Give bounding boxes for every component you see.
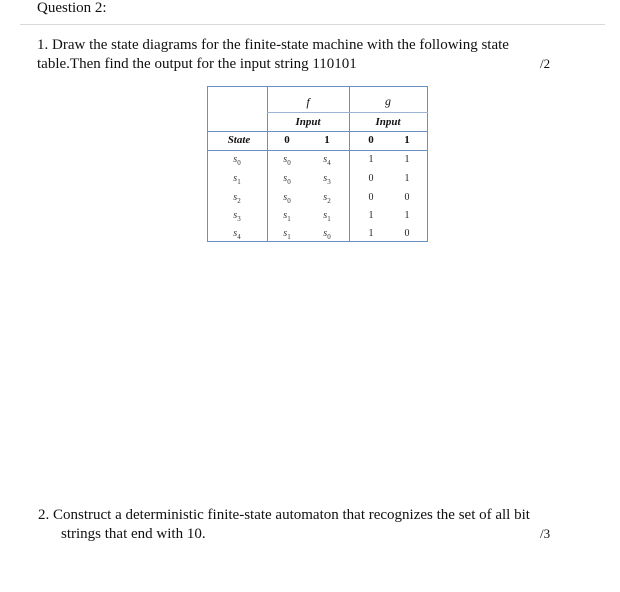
row-g-1: 0: [404, 192, 410, 203]
row-f-0: $s_1$: [283, 228, 291, 241]
heading-divider: [20, 24, 605, 25]
row-g-1: 0: [404, 228, 410, 239]
table-divider-state: [267, 86, 268, 242]
question-1-marks: /2: [540, 56, 551, 71]
table-rule-1: [267, 112, 428, 113]
question-2-line-1: 2. Construct a deterministic finite-state automaton that recognizes the set of all bit: [38, 507, 530, 523]
question-1-line-2: table.Then find the output for the input string 110101: [37, 56, 357, 72]
table-divider-fg: [349, 86, 350, 242]
question-2-line-2: strings that end with 10.: [61, 526, 206, 542]
row-g-0: 1: [368, 228, 374, 239]
row-f-1: $s_2$: [323, 192, 331, 205]
g-col-1: 1: [404, 134, 410, 146]
row-f-1: $s_1$: [323, 210, 331, 223]
row-state: $s_3$: [233, 210, 241, 223]
row-g-1: 1: [404, 210, 410, 221]
row-g-1: 1: [404, 154, 410, 165]
row-g-0: 1: [368, 154, 374, 165]
row-g-0: 0: [368, 173, 374, 184]
row-f-1: $s_4$: [323, 154, 331, 167]
row-state: $s_4$: [233, 228, 241, 241]
g-label: g: [385, 94, 391, 108]
table-rule-2: [207, 131, 428, 132]
row-state: $s_0$: [233, 154, 241, 167]
f-col-1: 1: [324, 134, 330, 146]
question-2-marks: /3: [540, 526, 551, 541]
row-f-0: $s_1$: [283, 210, 291, 223]
row-state: $s_1$: [233, 173, 241, 186]
f-label: f: [306, 95, 310, 109]
row-g-0: 1: [368, 210, 374, 221]
g-col-0: 0: [368, 134, 374, 146]
row-f-0: $s_0$: [283, 192, 291, 205]
row-state: $s_2$: [233, 192, 241, 205]
table-rule-3: [207, 150, 428, 151]
row-g-1: 1: [404, 173, 410, 184]
row-f-0: $s_0$: [283, 173, 291, 186]
row-f-1: $s_0$: [323, 228, 331, 241]
row-f-1: $s_3$: [323, 173, 331, 186]
f-input-label: Input: [295, 116, 321, 128]
row-f-0: $s_0$: [283, 154, 291, 167]
row-g-0: 0: [368, 192, 374, 203]
question-heading: Question 2:: [37, 0, 107, 16]
question-1-line-1: 1. Draw the state diagrams for the finite-state machine with the following state: [37, 37, 509, 53]
f-col-0: 0: [284, 134, 290, 146]
state-label: State: [227, 134, 251, 146]
g-input-label: Input: [375, 116, 401, 128]
